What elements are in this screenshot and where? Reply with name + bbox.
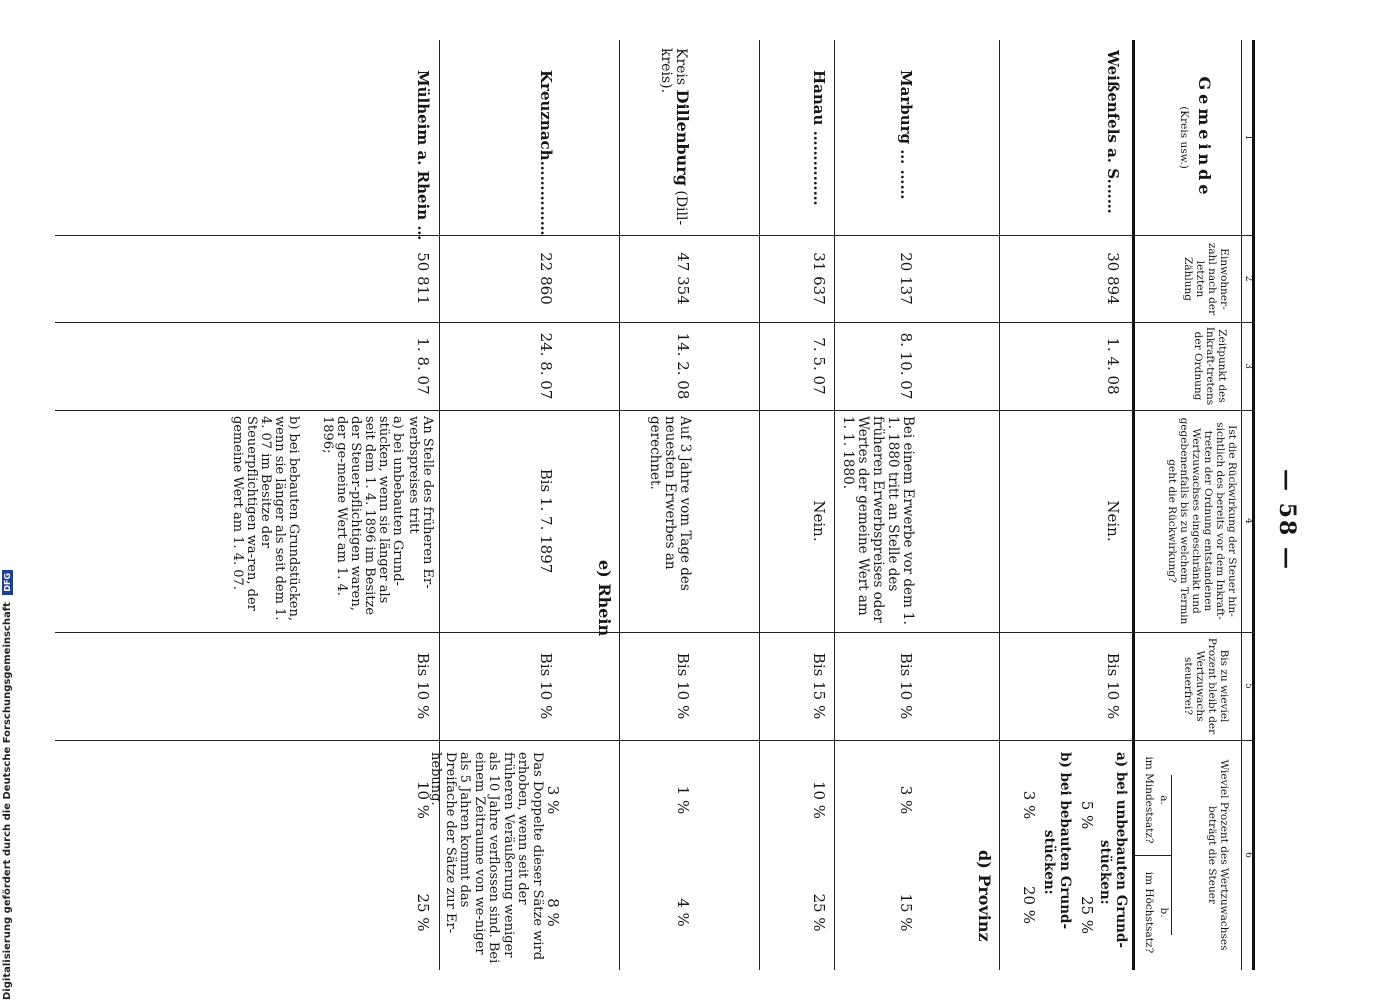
header-6a: im Mindestsatz? (1143, 756, 1155, 844)
row-dillenburg-name-main: Dillenburg (673, 89, 692, 186)
row-dillenburg-name-pre: Kreis (673, 48, 689, 86)
row-muelheim-max: 25 % (414, 893, 432, 932)
header-6b-letter: b. (1158, 907, 1170, 918)
row-rule-5 (439, 40, 440, 970)
header-gemeinde-sub: (Kreis usw.) (1178, 106, 1190, 169)
col-number-4: 4 (1243, 518, 1253, 524)
row-rule-1 (999, 40, 1000, 970)
col-rule-3 (55, 410, 1255, 411)
row-kreuznach-date: 24. 8. 07 (537, 332, 555, 400)
row-weissenfels-a-label: a) bei unbebauten Grund- (1113, 752, 1129, 949)
col-rule-5 (55, 740, 1255, 741)
row-weissenfels-b-label2: stücken: (1041, 830, 1057, 895)
header-6a-letter: a. (1158, 795, 1170, 805)
row-hanau-date: 7. 5. 07 (810, 337, 828, 395)
row-dillenburg-population: 47 354 (674, 252, 692, 305)
row-weissenfels-date: 1. 4. 08 (1104, 337, 1122, 395)
header-gemeinde: Gemeinde (1195, 76, 1214, 199)
row-kreuznach-population: 22 860 (537, 252, 555, 305)
row-hanau-min: 10 % (810, 780, 828, 820)
row-dillenburg-free: Bis 10 % (674, 652, 692, 720)
row-weissenfels-a-min: 5 % (1078, 800, 1096, 830)
row-marburg-name: Marburg … …… (897, 70, 915, 200)
header-6b: im Höchstsatz? (1143, 871, 1155, 954)
row-dillenburg-name (673, 48, 692, 225)
col-number-2: 2 (1243, 275, 1253, 282)
row-muelheim-min: 10 % (414, 780, 432, 820)
row-weissenfels-free: Bis 10 % (1104, 652, 1122, 720)
row-muelheim-population: 50 811 (414, 252, 432, 305)
header-bottom-rule (1132, 40, 1135, 970)
page-number: — 58 — (1274, 469, 1300, 571)
row-muelheim-name: Mülheim a. Rhein … (414, 70, 432, 241)
column-number-rule (1241, 40, 1242, 970)
row-marburg-free: Bis 10 % (897, 652, 915, 720)
col-number-3: 3 (1243, 363, 1253, 369)
row-dillenburg-max: 4 % (674, 898, 692, 927)
row-muelheim-free: Bis 10 % (414, 652, 432, 720)
row-weissenfels-b-min: 3 % (1020, 790, 1038, 820)
section-e-title: e) Rhein (595, 560, 614, 637)
row-kreuznach-free: Bis 10 % (537, 652, 555, 720)
digitization-credit-text: Digitalisierung gefördert durch die Deutsche Forschungsgemeinschaft (2, 602, 13, 1000)
row-rule-2 (834, 40, 835, 970)
row-dillenburg-min: 1 % (674, 785, 692, 815)
rotated-table-sheet (55, 40, 1300, 970)
col-rule-4 (55, 632, 1255, 633)
row-kreuznach-note: Das Doppelte dieser Sätze wird erhoben, wenn seit der früheren Veräußerung weniger als 10 Jahre verflossen sind. Bei einem Zeitraume von we-niger als 5 Jahren kommt das Dreifache der Sätze zur Er-hebung. (428, 752, 545, 964)
row-marburg-retro: Bei einem Erwerbe vor dem 1. 1. 1880 tritt an Stelle des früheren Erwerbspreises oder Wertes der gemeine Wert am 1. 1. 1880. (840, 416, 916, 625)
row-kreuznach-name: Kreuznach…………… (537, 70, 555, 236)
row-marburg-max: 15 % (897, 893, 915, 932)
row-marburg-date: 8. 10. 07 (897, 332, 915, 400)
col-rule-2 (55, 322, 1255, 323)
dfg-logo: DFG (2, 570, 13, 595)
row-rule-3 (759, 40, 760, 970)
row-dillenburg-name-line2: kreis). (658, 48, 674, 94)
row-dillenburg-name-post: (Dill- (673, 190, 689, 226)
row-kreuznach-retro: Bis 1. 7. 1897 (537, 468, 555, 574)
col-number-6: 6 (1243, 852, 1253, 858)
row-weissenfels-retro: Nein. (1104, 500, 1122, 542)
col-number-5: 5 (1243, 683, 1253, 689)
row-weissenfels-a-label2: stücken: (1097, 840, 1113, 905)
row-hanau-max: 25 % (810, 893, 828, 932)
row-hanau-free: Bis 15 % (810, 652, 828, 720)
row-muelheim-retro-a: a) bei unbebauten Grund-stücken, wenn sie länger als seit dem 1. 4. 1896 im Besitze der Steuer-pflichtigen waren, der ge-meine Wert am 1. 4. 1896; (320, 416, 405, 616)
row-hanau-population: 31 637 (810, 252, 828, 305)
row-hanau-name: Hanau …………… (810, 70, 828, 206)
header-steuerfrei: Bis zu wieviel Prozent bleibt der Wertzuwachs steuerfrei? (1182, 637, 1230, 735)
header-einwohner: Einwohner-zahl nach der letzten Zählung (1182, 242, 1230, 316)
row-muelheim-date: 1. 8. 07 (414, 337, 432, 395)
header-zeitpunkt: Zeitpunkt des Inkraft-tretens der Ordnung (1192, 326, 1228, 406)
row-dillenburg-retro: Auf 3 Jahre vom Tage des neuesten Erwerbes an gerechnet. (647, 416, 693, 591)
col-rule-1 (55, 235, 1255, 236)
row-weissenfels-name: Weißenfels a. S.…… (1104, 50, 1122, 214)
row-weissenfels-population: 30 894 (1104, 252, 1122, 305)
header-steuerprozent: Wieviel Prozent des Wertzuwachses beträgt die Steuer (1206, 759, 1230, 951)
section-d-title: d) Provinz (975, 850, 994, 942)
row-marburg-population: 20 137 (897, 252, 915, 305)
row-hanau-retro: Nein. (810, 500, 828, 542)
row-kreuznach-min: 3 % (544, 785, 562, 815)
row-dillenburg-date: 14. 2. 08 (674, 332, 692, 400)
row-weissenfels-a-max: 25 % (1078, 895, 1096, 935)
row-kreuznach-max: 8 % (544, 898, 562, 927)
row-weissenfels-b-label: b) bei bebauten Grund- (1057, 752, 1073, 930)
row-rule-4 (619, 40, 620, 970)
row-muelheim-retro-intro: An Stelle des früheren Er-werbspreises tritt (406, 416, 435, 589)
row-marburg-min: 3 % (897, 785, 915, 815)
digitization-credit (2, 570, 13, 1000)
row-muelheim-retro-b: b) bei bebauten Grundstücken, wenn sie länger als seit dem 1. 4. 07 im Besitze der Steuerpflichtigen wa-ren, der gemeine Wert am 1. 4. 07. (230, 416, 301, 622)
col-number-1: 1 (1243, 134, 1253, 141)
header-rueckwirkung: Ist die Rückwirkung der Steuer hin-sichtlich des bereits vor dem Inkraft-treten der Ordnung entstandenen Wertzuwachses eingeschränkt und gegebenenfalls bis zu welchem Termin geht die Rückwirkung? (1166, 417, 1238, 625)
row-weissenfels-b-max: 20 % (1020, 885, 1038, 925)
